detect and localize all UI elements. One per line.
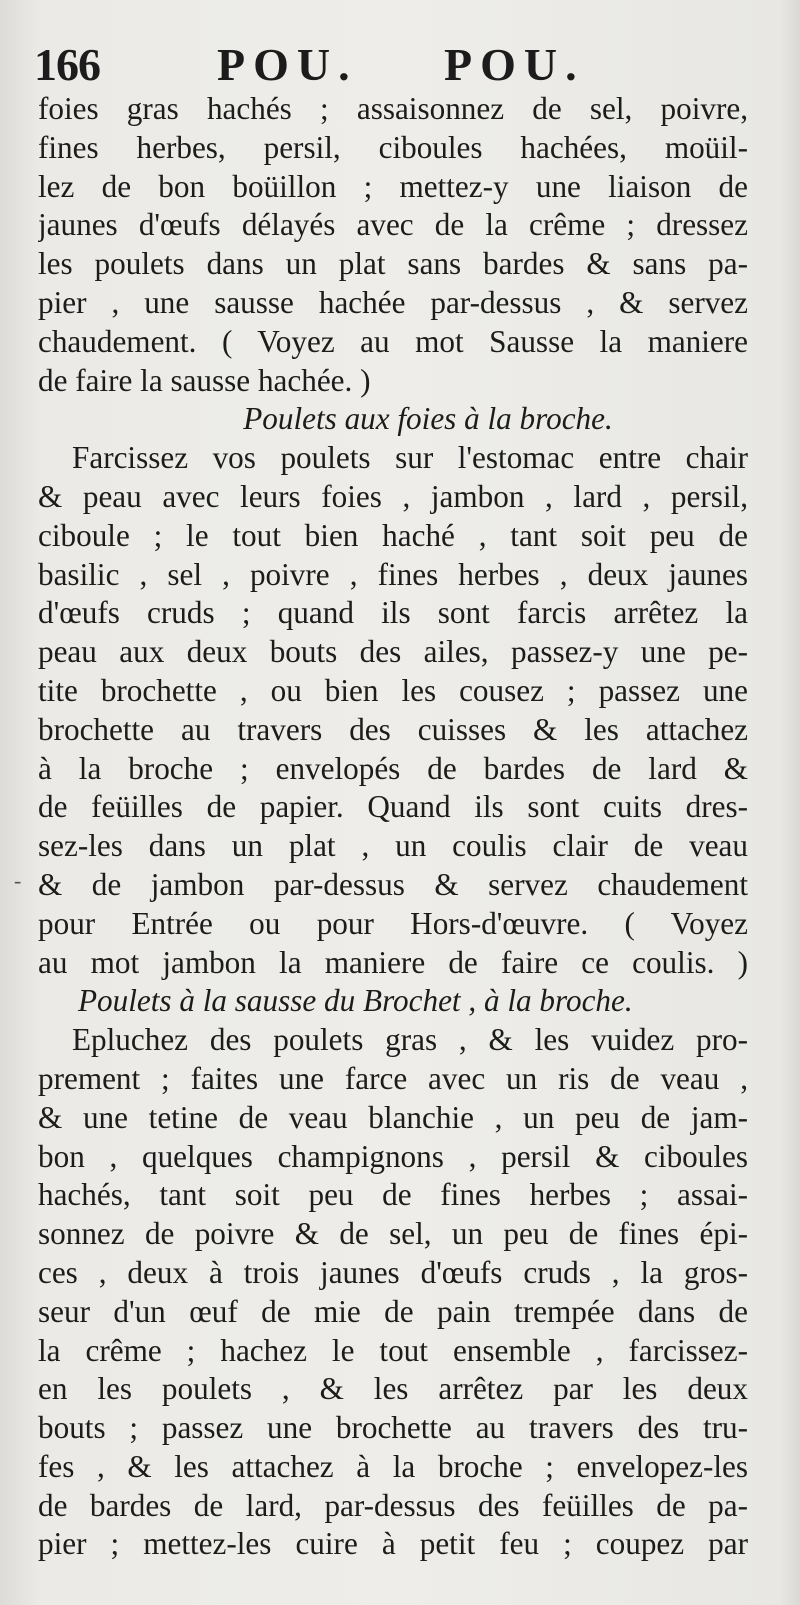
text-line: lez de bon boüillon ; mettez-y une liaison de <box>38 168 748 204</box>
text-line: jaunes d'œufs délayés avec de la crême ; dressez <box>38 207 748 243</box>
text-line: fes , & les attachez à la broche ; envelopez-les <box>38 1448 748 1484</box>
recipe-heading: Poulets aux foies à la broche. <box>243 401 613 437</box>
text-line: sonnez de poivre & de sel, un peu de fines épi- <box>38 1216 748 1252</box>
text-line: basilic , sel , poivre , fines herbes , deux jaunes <box>38 556 748 592</box>
text-line: bon , quelques champignons , persil & ciboules <box>38 1138 748 1174</box>
text-line: à la broche ; envelopés de bardes de lard & <box>38 750 748 786</box>
text-line: & de jambon par-dessus & servez chaudement <box>38 866 748 902</box>
text-line: foies gras hachés ; assaisonnez de sel, poivre, <box>38 91 748 126</box>
text-line: de faire la sausse hachée. ) <box>38 362 371 398</box>
text-line: brochette au travers des cuisses & les attachez <box>38 711 748 747</box>
text-line: seur d'un œuf de mie de pain trempée dans de <box>38 1293 748 1329</box>
text-line: de bardes de lard, par-dessus des feüilles de pa- <box>38 1487 748 1523</box>
margin-dash-mark: - <box>14 868 22 893</box>
text-line: prement ; faites une farce avec un ris de veau , <box>38 1060 748 1096</box>
text-line: d'œufs cruds ; quand ils sont farcis arrêtez la <box>38 595 748 631</box>
text-line: la crême ; hachez le tout ensemble , farcissez- <box>38 1332 748 1368</box>
text-line: & peau avec leurs foies , jambon , lard , persil, <box>38 478 748 514</box>
text-line: hachés, tant soit peu de fines herbes ; assai- <box>38 1177 748 1213</box>
text-line: tite brochette , ou bien les cousez ; passez une <box>38 672 748 708</box>
text-line: peau aux deux bouts des ailes, passez-y une pe- <box>38 634 748 670</box>
text-line: les poulets dans un plat sans bardes & sans pa- <box>38 246 748 282</box>
text-line: au mot jambon la maniere de faire ce coulis. ) <box>38 944 748 980</box>
text-line: fines herbes, persil, ciboules hachées, moüil- <box>38 129 748 165</box>
running-head-left: POU. <box>217 39 358 90</box>
text-line: bouts ; passez une brochette au travers des tru- <box>38 1410 748 1446</box>
paragraph-first-line: Epluchez des poulets gras , & les vuidez pro- <box>72 1022 748 1058</box>
body-text <box>38 90 748 1564</box>
text-line: ciboule ; le tout bien haché , tant soit peu de <box>38 517 748 553</box>
text-line: chaudement. ( Voyez au mot Sausse la maniere <box>38 323 748 359</box>
paragraph-first-line: Farcissez vos poulets sur l'estomac entre chair <box>72 440 748 476</box>
text-line: de feüilles de papier. Quand ils sont cuits dres- <box>38 789 748 825</box>
text-line: ces , deux à trois jaunes d'œufs cruds , la gros- <box>38 1254 748 1290</box>
text-line: en les poulets , & les arrêtez par les deux <box>38 1371 748 1407</box>
recipe-heading: Poulets à la sausse du Brochet , à la broche. <box>78 983 633 1019</box>
text-line: & une tetine de veau blanchie , un peu de jam- <box>38 1099 748 1135</box>
text-line: pier , une sausse hachée par-dessus , & servez <box>38 284 748 320</box>
text-line: pour Entrée ou pour Hors-d'œuvre. ( Voyez <box>38 905 748 941</box>
page-number: 166 <box>34 39 100 90</box>
text-line: sez-les dans un plat , un coulis clair de veau <box>38 828 748 864</box>
running-head-right: POU. <box>444 39 585 90</box>
text-line: pier ; mettez-les cuire à petit feu ; coupez par <box>38 1526 748 1562</box>
